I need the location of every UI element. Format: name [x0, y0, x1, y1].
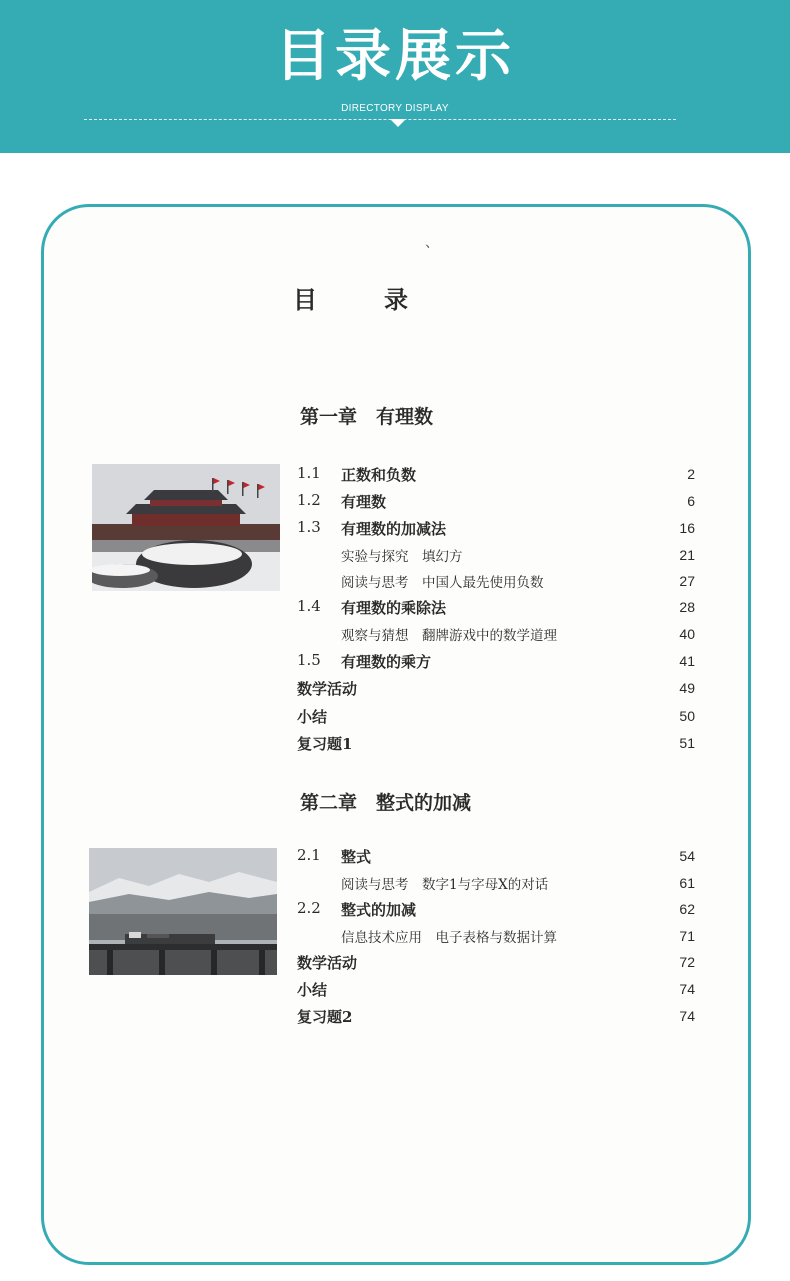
subsection-title: 实验与探究 填幻方	[341, 549, 463, 565]
toc-entry	[297, 678, 695, 700]
section-title: 整式	[341, 848, 372, 866]
section-number: 2.1	[297, 846, 321, 864]
section-number: 1.5	[297, 651, 321, 669]
subsection-title: 信息技术应用 电子表格与数据计算	[341, 930, 557, 946]
toc-subentry	[297, 545, 695, 567]
toc-subentry	[297, 926, 695, 948]
page-number: 27	[679, 573, 695, 589]
toc-subentry	[297, 624, 695, 646]
section-title: 复习题1	[297, 735, 353, 753]
section-number: 1.3	[297, 518, 321, 536]
section-title: 小结	[297, 708, 328, 726]
page-number: 51	[679, 735, 695, 751]
page-number: 21	[679, 547, 695, 563]
page-number: 50	[679, 708, 695, 724]
toc-subentry	[297, 571, 695, 593]
toc-entry	[297, 597, 695, 619]
chapter-heading: 第二章 整式的加减	[300, 792, 472, 814]
page-number: 6	[687, 493, 695, 509]
page-number: 41	[679, 653, 695, 669]
header-banner	[0, 0, 790, 153]
page-subtitle: DIRECTORY DISPLAY	[341, 103, 449, 114]
section-title: 数学活动	[297, 680, 358, 698]
toc-entry	[297, 846, 695, 868]
section-title: 有理数的加减法	[341, 520, 447, 538]
section-title: 有理数	[341, 493, 387, 511]
toc-entry	[297, 706, 695, 728]
page-number: 72	[679, 954, 695, 970]
section-number: 2.2	[297, 899, 321, 917]
section-title: 正数和负数	[341, 466, 417, 484]
toc-entry	[297, 491, 695, 513]
toc-subentry	[297, 873, 695, 895]
section-title: 小结	[297, 981, 328, 999]
toc-entry	[297, 464, 695, 486]
toc-entry	[297, 952, 695, 974]
header-divider	[84, 119, 676, 120]
page-number: 74	[679, 981, 695, 997]
page-number: 74	[679, 1008, 695, 1024]
toc-entry	[297, 651, 695, 673]
page-number: 28	[679, 599, 695, 615]
page-number: 61	[679, 875, 695, 891]
page-number: 49	[679, 680, 695, 696]
toc-title-left: 目	[293, 285, 317, 314]
section-title: 有理数的乘方	[341, 653, 432, 671]
toc-entry	[297, 979, 695, 1001]
section-title: 有理数的乘除法	[341, 599, 447, 617]
page-number: 2	[687, 466, 695, 482]
page-number: 71	[679, 928, 695, 944]
section-title: 数学活动	[297, 954, 358, 972]
tiananmen-snow-photo	[92, 464, 280, 591]
toc-entry	[297, 518, 695, 540]
page-speck: 、	[425, 235, 439, 251]
mountain-train-photo	[89, 848, 277, 975]
section-number: 1.1	[297, 464, 321, 482]
section-number: 1.4	[297, 597, 321, 615]
toc-entry	[297, 899, 695, 921]
page-title: 目录展示	[275, 24, 515, 89]
subsection-title: 阅读与思考 中国人最先使用负数	[341, 575, 544, 591]
subsection-title: 阅读与思考 数字1与字母X的对话	[341, 877, 549, 893]
section-title: 整式的加减	[341, 901, 417, 919]
section-title: 复习题2	[297, 1008, 353, 1026]
chapter-heading: 第一章 有理数	[300, 406, 434, 428]
toc-title-right: 录	[384, 285, 408, 314]
section-number: 1.2	[297, 491, 321, 509]
down-arrow-icon	[390, 119, 406, 127]
toc-entry	[297, 1006, 695, 1028]
page-number: 16	[679, 520, 695, 536]
subsection-title: 观察与猜想 翻牌游戏中的数学道理	[341, 628, 557, 644]
page-number: 40	[679, 626, 695, 642]
toc-entry	[297, 733, 695, 755]
page-number: 62	[679, 901, 695, 917]
page-number: 54	[679, 848, 695, 864]
